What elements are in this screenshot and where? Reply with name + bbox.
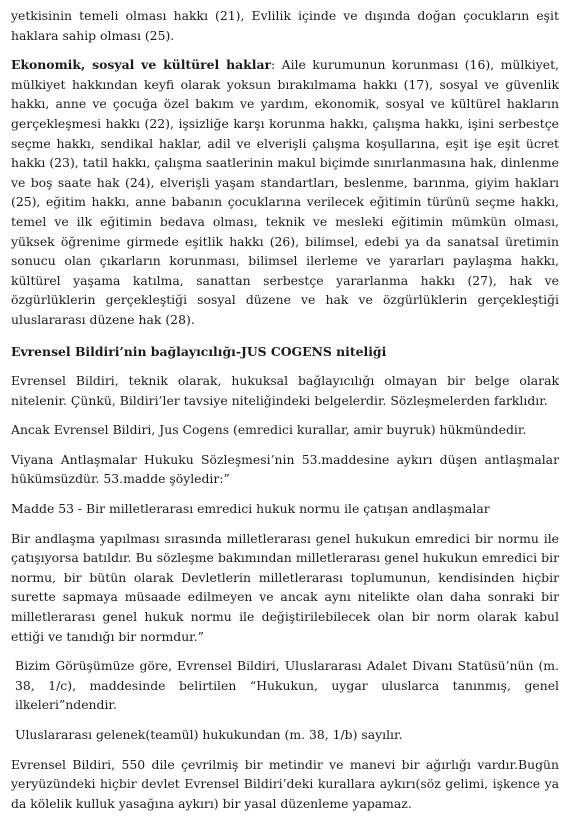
paragraph-customary-law: Uluslararası gelenek(teamül) hukukundan (m. 38, 1/b) sayılır.	[15, 727, 403, 742]
paragraph-translations: Evrensel Bildiri, 550 dile çevrilmiş bir metindir ve manevi bir ağırlığı vardır.Bugün yeryüzündeki hiçbir devlet Evrensel Bildiri’deki kurallara aykırı(söz gelimi, işkence ya da kölelik kulluk yasağına aykırı) bir yasal düzenleme yapamaz.	[11, 756, 559, 811]
paragraph-body: : Aile kurumunun korunması (16), mülkiyet, mülkiyet hakkından keyfi olarak yoksun bırakılmama hakkı (17), sosyal ve güvenlik hakkı, anne ve çocuğa özel bakım ve yardım, ekonomik, sosyal ve kültürel hakların gerçekleşmesi hakkı (22), işsizliğe karşı korunma hakkı, çalışma hakkı, işini serbestçe seçme hakkı, sendikal haklar, adil ve elverişli çalışma koşullarına, eşit işe eşit ücret hakkı (23), tatil hakkı, çalışma saatlerinin makul biçimde sınırlanmasına hak, dinlenme ve boş saate hak (24), elverişli yaşam standartları, beslenme, barınma, giyim hakları (25), eğitim hakkı, anne babanın çocuklarına verilecek eğitimin türünü seçme hakkı, temel ve ilk eğitimin bedava olması, teknik ve mesleki eğitimin mümkün olması, yüksek öğrenime girmede eşitlik hakkı (26), bilimsel, edebi ya da sanatsal üretimin sonucu olan çıkarların korunması, bilimsel ilerleme ve yararları paylaşma hakkı, kültürel yaşama katılma, sanattan serbestçe yararlanma hakkı (27), hak ve özgürlüklerin gerçekleştiği sosyal düzene ve hak ve özgürlüklerin gerçekleştiği uluslararası düzene hak (28).	[11, 57, 559, 327]
section-heading: Evrensel Bildiri’nin bağlayıcılığı-JUS COGENS niteliği	[11, 343, 387, 359]
paragraph-our-view: Bizim Görüşümüze göre, Evrensel Bildiri, Uluslararası Adalet Divanı Statüsü’nün (m. 38, 1/c), maddesinde belirtilen “Hukukun, uygar uluslarca tanınmış, genel ilkeleri”ndendir.	[15, 658, 559, 713]
paragraph-article-53-title: Madde 53 - Bir milletlerarası emredici hukuk normu ile çatışan andlaşmalar	[11, 501, 490, 517]
paragraph-vienna-convention: Viyana Antlaşmalar Hukuku Sözleşmesi’nin 53.maddesine aykırı düşen antlaşmalar hükümsüzdür. 53.madde şöyledir:”	[11, 451, 559, 487]
paragraph-jus-cogens: Ancak Evrensel Bildiri, Jus Cogens (emredici kurallar, amir buyruk) hükmündedir.	[11, 422, 527, 438]
paragraph-family-rights-end: yetkisinin temeli olması hakkı (21), Evlilik içinde ve dışında doğan çocukların eşit haklara sahip olması (25).	[11, 8, 559, 43]
paragraph-bold-lead: Ekonomik, sosyal ve kültürel haklar	[11, 57, 272, 73]
paragraph-article-53-text: Bir andlaşma yapılması sırasında milletlerarası genel hukukun emredici bir normu ile çatışıyorsa batıldır. Bu sözleşme bakımından milletlerarası genel hukukun emredici bir normu, bir bütün olarak Devletlerin milletlerarası toplumunun, kendisinden hiçbir surette sapmaya müsaade edilmeyen ve ancak aynı nitelikte olan daha sonraki bir milletlerarası genel hukuk normu ile değiştirilebilecek olan bir norm olarak kabul ettiği ve tanıdığı bir normdur.”	[11, 530, 559, 644]
paragraph-legal-binding: Evrensel Bildiri, teknik olarak, hukuksal bağlayıcılığı olmayan bir belge olarak nitelenir. Çünkü, Bildiri’ler tavsiye niteliğindeki belgelerdir. Sözleşmelerden farklıdır.	[11, 373, 559, 408]
paragraph-economic-social-cultural-rights	[11, 55, 559, 329]
